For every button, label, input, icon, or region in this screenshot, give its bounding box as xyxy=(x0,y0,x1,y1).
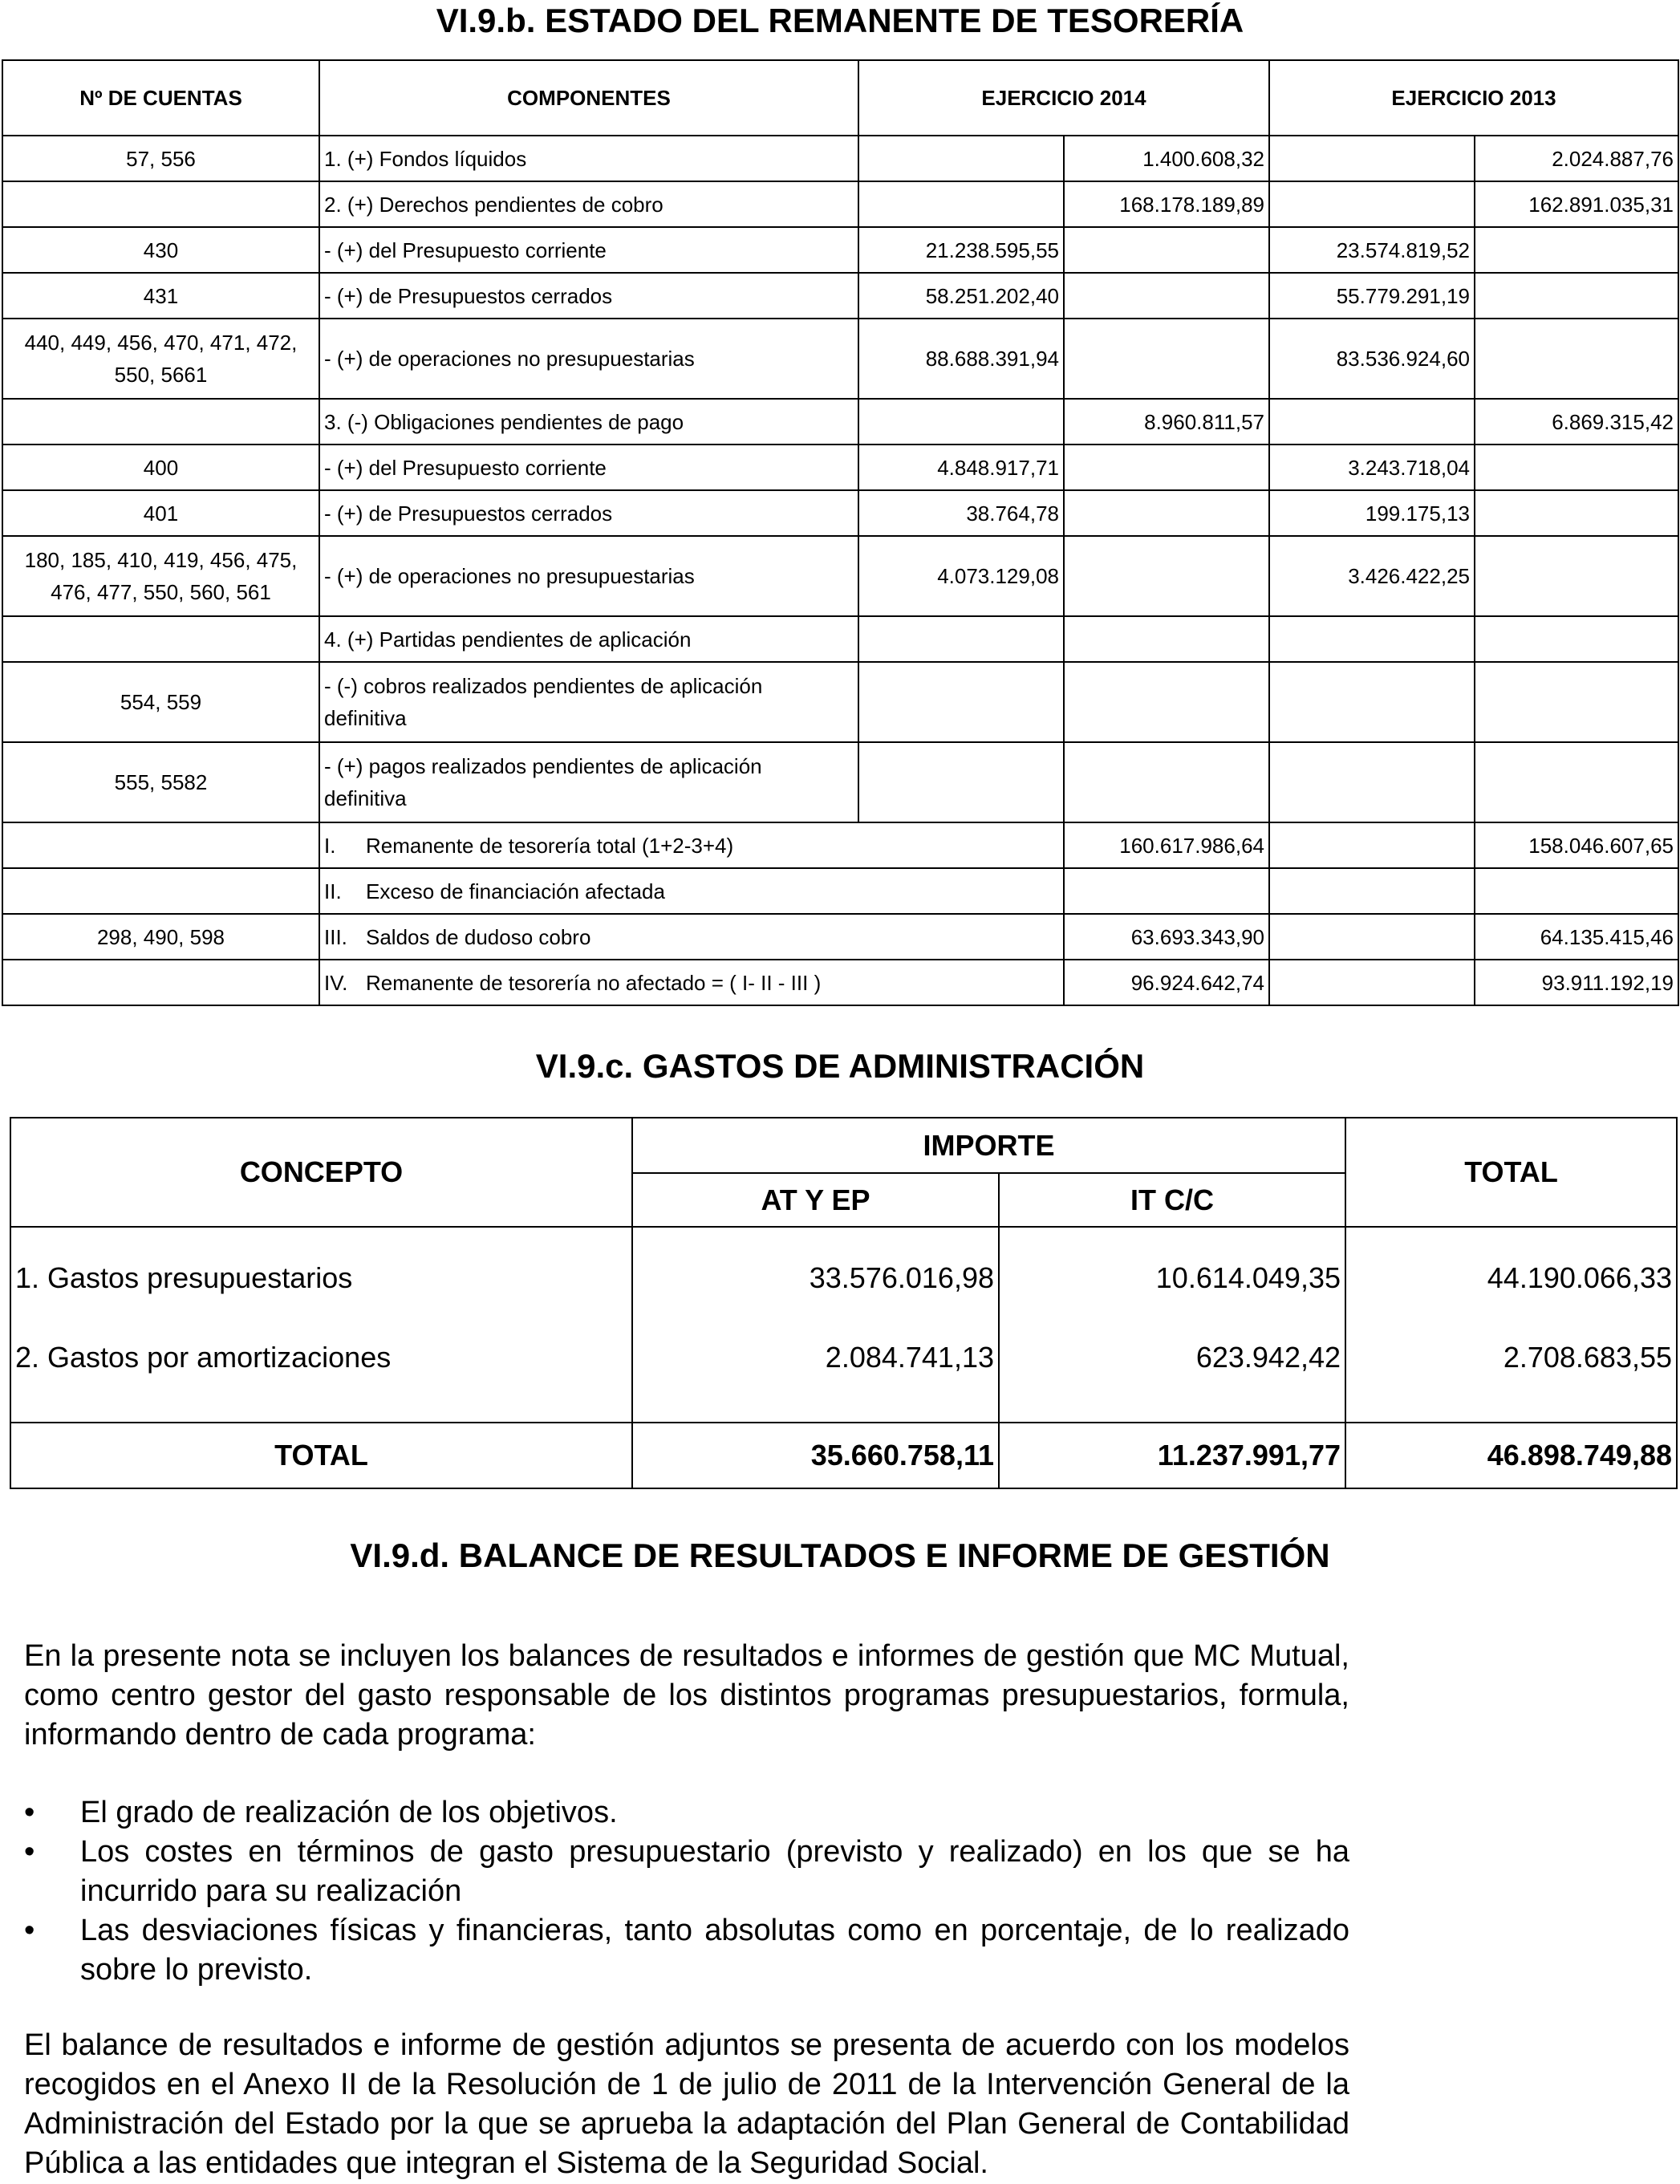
ej2013-total-cell xyxy=(1475,319,1678,399)
ej2013-detalle-cell xyxy=(1269,399,1475,445)
summary-label-cell xyxy=(319,960,1064,1005)
ej2013-detalle-cell xyxy=(1269,742,1475,822)
componente-cell: - (+) de Presupuestos cerrados xyxy=(319,490,858,536)
ej2013-total-cell: 158.046.607,65 xyxy=(1475,822,1678,868)
ej2014-total-cell xyxy=(1064,662,1269,742)
total-cell: 44.190.066,33 xyxy=(1345,1227,1677,1325)
ej2014-detalle-cell: 38.764,78 xyxy=(858,490,1064,536)
header-ejercicio-2014: EJERCICIO 2014 xyxy=(858,60,1269,136)
ej2013-total-cell xyxy=(1475,490,1678,536)
list-item-text: Los costes en términos de gasto presupuestario (previsto y realizado) en los que se ha incurrido para su realización xyxy=(80,1835,1349,1908)
header-concepto: CONCEPTO xyxy=(10,1118,632,1227)
it-cc-cell: 10.614.049,35 xyxy=(999,1227,1345,1325)
summary-row xyxy=(2,914,1678,960)
intro-paragraph: En la presente nota se incluyen los balances de resultados e informes de gestión que MC Mutual, como centro gestor del gasto responsable de los distintos programas presupuestarios, formula, informando dentro de cada programa: xyxy=(24,1639,1349,1752)
remanente-tesoreria-table xyxy=(2,59,1679,1006)
ej2014-total-cell: 8.960.811,57 xyxy=(1064,399,1269,445)
table-row xyxy=(2,445,1678,490)
cuentas-cell xyxy=(2,181,319,227)
ej2014-total-cell xyxy=(1064,616,1269,662)
ej2013-total-cell xyxy=(1475,227,1678,273)
header-it-cc: IT C/C xyxy=(999,1173,1345,1227)
componente-cell: - (+) de operaciones no presupuestarias xyxy=(319,536,858,616)
ej2013-total-cell: 2.024.887,76 xyxy=(1475,136,1678,181)
ej2014-total-cell xyxy=(1064,490,1269,536)
ej2014-detalle-cell: 88.688.391,94 xyxy=(858,319,1064,399)
componente-cell: - (-) cobros realizados pendientes de aplicación definitiva xyxy=(319,662,858,742)
ej2014-detalle-cell xyxy=(858,662,1064,742)
section-c-title: VI.9.c. GASTOS DE ADMINISTRACIÓN xyxy=(535,1047,1145,1085)
total-label: TOTAL xyxy=(10,1423,632,1488)
cuentas-cell: 298, 490, 598 xyxy=(2,914,319,960)
componente-cell: 3. (-) Obligaciones pendientes de pago xyxy=(319,399,858,445)
header-cuentas: Nº DE CUENTAS xyxy=(2,60,319,136)
ej2014-total-cell: 63.693.343,90 xyxy=(1064,914,1269,960)
ej2014-total-cell xyxy=(1064,445,1269,490)
componente-cell: 4. (+) Partidas pendientes de aplicación xyxy=(319,616,858,662)
gastos-administracion-table xyxy=(10,1117,1678,1489)
section-d-title: VI.9.d. BALANCE DE RESULTADOS E INFORME DE GESTIÓN xyxy=(350,1537,1330,1574)
total-cell: 2.708.683,55 xyxy=(1345,1325,1677,1423)
ej2013-detalle-cell xyxy=(1269,136,1475,181)
empty-cell xyxy=(1269,914,1475,960)
ej2013-total-cell: 64.135.415,46 xyxy=(1475,914,1678,960)
cuentas-cell xyxy=(2,960,319,1005)
summary-label: Saldos de dudoso cobro xyxy=(366,924,591,949)
cuentas-cell xyxy=(2,868,319,914)
header-componentes: COMPONENTES xyxy=(319,60,858,136)
ej2013-total-cell: 6.869.315,42 xyxy=(1475,399,1678,445)
ej2014-total-cell xyxy=(1064,273,1269,319)
ej2013-detalle-cell xyxy=(1269,662,1475,742)
componente-cell: - (+) de Presupuestos cerrados xyxy=(319,273,858,319)
table-row xyxy=(2,742,1678,822)
list-item-text: Las desviaciones físicas y financieras, tanto absolutas como en porcentaje, de lo realizado sobre lo previsto. xyxy=(80,1914,1349,1987)
it-cc-cell: 623.942,42 xyxy=(999,1325,1345,1423)
header-total: TOTAL xyxy=(1345,1118,1677,1227)
table-row xyxy=(2,319,1678,399)
ej2013-total-cell xyxy=(1475,662,1678,742)
cuentas-cell: 430 xyxy=(2,227,319,273)
componente-cell: 1. (+) Fondos líquidos xyxy=(319,136,858,181)
summary-label: Remanente de tesorería no afectado = ( I- II - III ) xyxy=(366,970,822,995)
cuentas-cell: 57, 556 xyxy=(2,136,319,181)
cuentas-cell xyxy=(2,616,319,662)
ej2014-detalle-cell: 4.073.129,08 xyxy=(858,536,1064,616)
summary-label-cell xyxy=(319,914,1064,960)
table-row xyxy=(2,490,1678,536)
cuentas-cell: 554, 559 xyxy=(2,662,319,742)
table-row xyxy=(2,227,1678,273)
roman-numeral: II. xyxy=(324,879,342,903)
list-item xyxy=(24,1793,1349,1833)
summary-row xyxy=(2,822,1678,868)
concepto-cell: 1. Gastos presupuestarios xyxy=(10,1227,632,1325)
cuentas-cell: 400 xyxy=(2,445,319,490)
ej2013-detalle-cell: 83.536.924,60 xyxy=(1269,319,1475,399)
section-b-title: VI.9.b. ESTADO DEL REMANENTE DE TESORERÍA xyxy=(436,2,1244,39)
empty-cell xyxy=(1269,960,1475,1005)
ej2014-total-cell xyxy=(1064,742,1269,822)
empty-cell xyxy=(1269,822,1475,868)
roman-numeral: I. xyxy=(324,833,336,858)
ej2014-total-cell: 168.178.189,89 xyxy=(1064,181,1269,227)
total-it-cc: 11.237.991,77 xyxy=(999,1423,1345,1488)
at-ep-cell: 33.576.016,98 xyxy=(632,1227,999,1325)
ej2014-detalle-cell: 4.848.917,71 xyxy=(858,445,1064,490)
summary-label-cell xyxy=(319,822,1064,868)
table-row xyxy=(2,399,1678,445)
concepto-cell: 2. Gastos por amortizaciones xyxy=(10,1325,632,1423)
closing-paragraph: El balance de resultados e informe de gestión adjuntos se presenta de acuerdo con los modelos recogidos en el Anexo II de la Resolución de 1 de julio de 2011 de la Intervención General de la Administración del Estado por la que se aprueba la adaptación del Plan General de Contabilidad Pública a las entidades que integran el Sistema de la Seguridad Social. xyxy=(24,2028,1349,2180)
ej2013-total-cell xyxy=(1475,445,1678,490)
header-importe: IMPORTE xyxy=(632,1118,1345,1173)
header-ejercicio-2013: EJERCICIO 2013 xyxy=(1269,60,1678,136)
roman-numeral: IV. xyxy=(324,970,348,995)
ej2013-detalle-cell: 55.779.291,19 xyxy=(1269,273,1475,319)
cuentas-cell xyxy=(2,399,319,445)
componente-cell: 2. (+) Derechos pendientes de cobro xyxy=(319,181,858,227)
header-at-ep: AT Y EP xyxy=(632,1173,999,1227)
ej2013-total-cell: 93.911.192,19 xyxy=(1475,960,1678,1005)
ej2013-detalle-cell xyxy=(1269,181,1475,227)
roman-numeral: III. xyxy=(324,924,347,949)
ej2014-total-cell: 1.400.608,32 xyxy=(1064,136,1269,181)
cuentas-cell: 431 xyxy=(2,273,319,319)
table-row xyxy=(2,181,1678,227)
ej2014-total-cell xyxy=(1064,536,1269,616)
remanente-body xyxy=(2,136,1678,1005)
ej2013-total-cell xyxy=(1475,273,1678,319)
ej2014-detalle-cell: 21.238.595,55 xyxy=(858,227,1064,273)
componente-cell: - (+) de operaciones no presupuestarias xyxy=(319,319,858,399)
ej2014-total-cell xyxy=(1064,227,1269,273)
componente-cell: - (+) del Presupuesto corriente xyxy=(319,445,858,490)
table-row xyxy=(2,536,1678,616)
ej2014-detalle-cell xyxy=(858,181,1064,227)
ej2014-total-cell: 96.924.642,74 xyxy=(1064,960,1269,1005)
total-row xyxy=(10,1423,1677,1488)
ej2014-total-cell xyxy=(1064,868,1269,914)
summary-label-cell xyxy=(319,868,1064,914)
summary-label: Remanente de tesorería total (1+2-3+4) xyxy=(366,833,734,858)
componente-cell: - (+) pagos realizados pendientes de aplicación definitiva xyxy=(319,742,858,822)
summary-row xyxy=(2,960,1678,1005)
at-ep-cell: 2.084.741,13 xyxy=(632,1325,999,1423)
bullet-list xyxy=(24,1793,1349,1990)
componente-cell: - (+) del Presupuesto corriente xyxy=(319,227,858,273)
ej2013-total-cell xyxy=(1475,868,1678,914)
ej2013-detalle-cell: 199.175,13 xyxy=(1269,490,1475,536)
total-total: 46.898.749,88 xyxy=(1345,1423,1677,1488)
summary-row xyxy=(2,868,1678,914)
cuentas-cell: 440, 449, 456, 470, 471, 472, 550, 5661 xyxy=(2,319,319,399)
ej2014-total-cell xyxy=(1064,319,1269,399)
ej2014-detalle-cell xyxy=(858,742,1064,822)
cuentas-cell: 555, 5582 xyxy=(2,742,319,822)
cuentas-cell: 180, 185, 410, 419, 456, 475, 476, 477, 550, 560, 561 xyxy=(2,536,319,616)
bullet-icon: • xyxy=(24,1796,35,1829)
ej2013-detalle-cell: 3.243.718,04 xyxy=(1269,445,1475,490)
ej2013-total-cell: 162.891.035,31 xyxy=(1475,181,1678,227)
cuentas-cell: 401 xyxy=(2,490,319,536)
table-row xyxy=(10,1325,1677,1423)
ej2013-total-cell xyxy=(1475,742,1678,822)
table-row xyxy=(2,616,1678,662)
table-row xyxy=(2,273,1678,319)
table-row xyxy=(10,1227,1677,1325)
ej2013-total-cell xyxy=(1475,536,1678,616)
bullet-icon: • xyxy=(24,1835,35,1869)
empty-cell xyxy=(1269,868,1475,914)
ej2013-detalle-cell: 3.426.422,25 xyxy=(1269,536,1475,616)
ej2013-total-cell xyxy=(1475,616,1678,662)
ej2013-detalle-cell xyxy=(1269,616,1475,662)
table-row xyxy=(2,136,1678,181)
list-item-text: El grado de realización de los objetivos. xyxy=(80,1796,618,1829)
ej2014-detalle-cell xyxy=(858,616,1064,662)
list-item xyxy=(24,1911,1349,1990)
bullet-icon: • xyxy=(24,1914,35,1947)
ej2014-detalle-cell xyxy=(858,136,1064,181)
ej2013-detalle-cell: 23.574.819,52 xyxy=(1269,227,1475,273)
ej2014-detalle-cell xyxy=(858,399,1064,445)
list-item xyxy=(24,1833,1349,1911)
ej2014-total-cell: 160.617.986,64 xyxy=(1064,822,1269,868)
cuentas-cell xyxy=(2,822,319,868)
ej2014-detalle-cell: 58.251.202,40 xyxy=(858,273,1064,319)
table-row xyxy=(2,662,1678,742)
total-at-ep: 35.660.758,11 xyxy=(632,1423,999,1488)
summary-label: Exceso de financiación afectada xyxy=(366,879,665,903)
